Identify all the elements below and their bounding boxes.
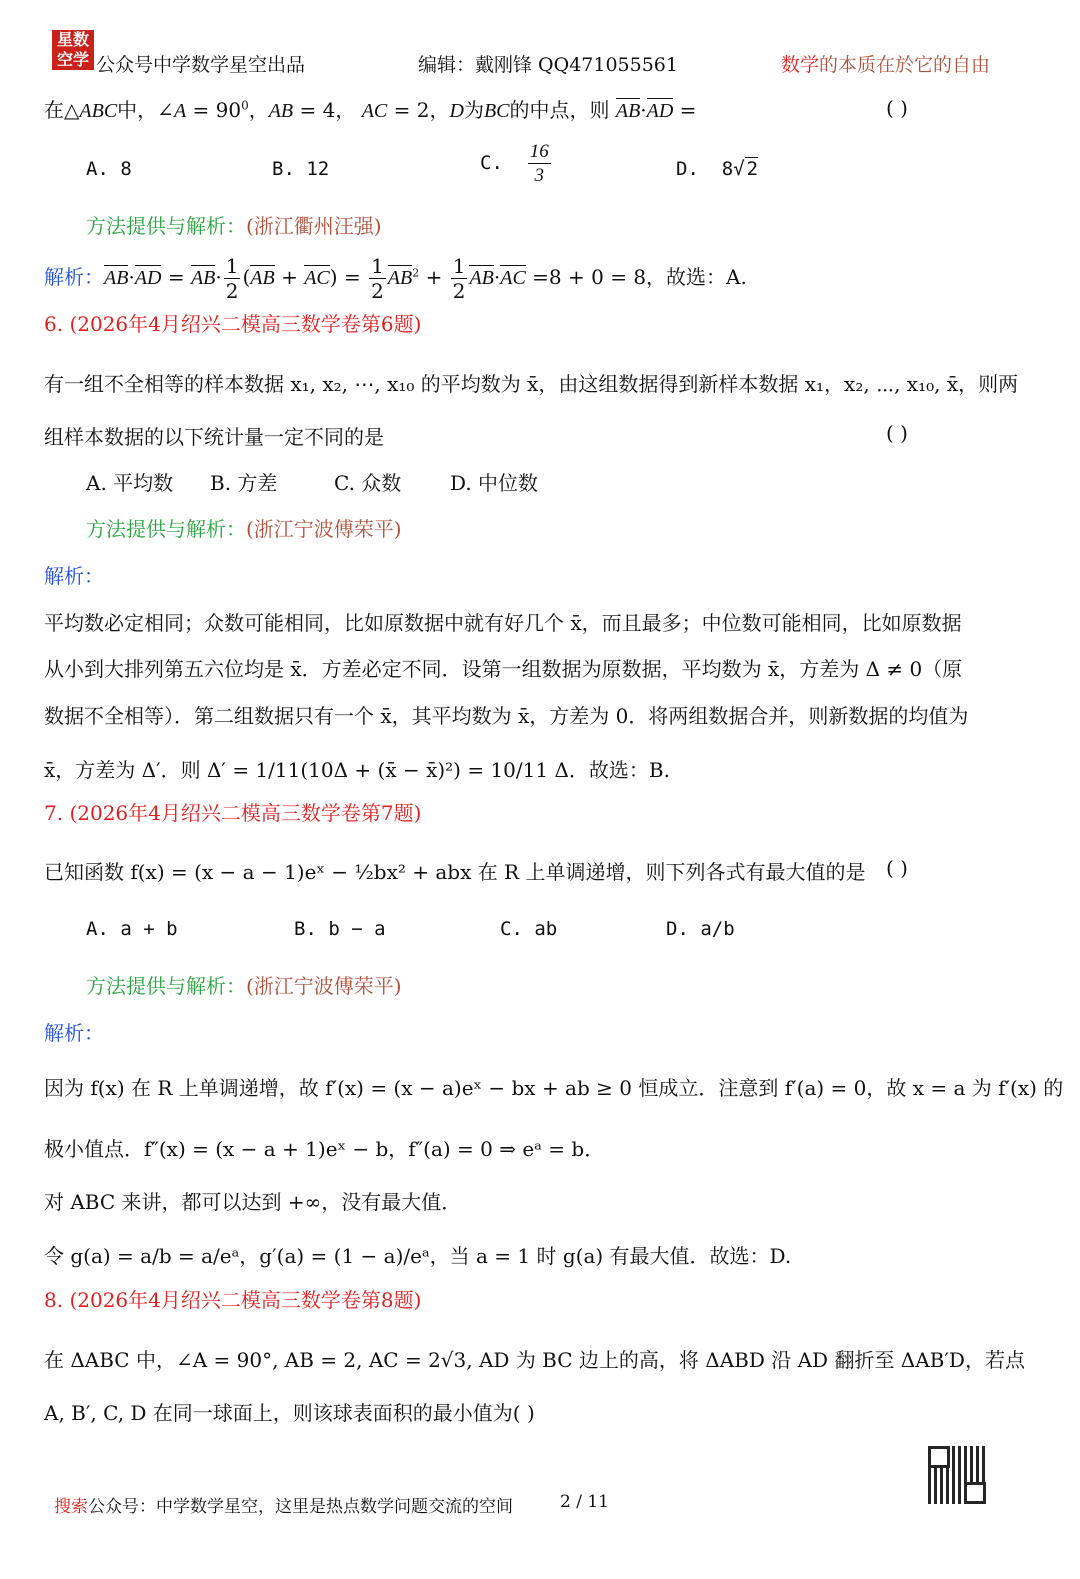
q5-method: 方法提供与解析：(浙江衢州汪强): [86, 214, 382, 238]
q7-option-c: C. ab: [500, 918, 558, 940]
q5-option-d: D. 8√ 2: [676, 158, 759, 180]
q6-option-c: C. 众数: [334, 471, 402, 495]
motto-rest: 的本质在於它的自由: [819, 54, 991, 76]
header-source: 公众号中学数学星空出品: [96, 54, 306, 76]
q6-analysis-label: 解析：: [44, 564, 104, 588]
q5-analysis: 解析：AB·AD = AB· $\frac{1}{2}$ (AB + AC) = $\frac{1}{2}$ $AB^2$ + $\frac{1}{2}$ AB·AC =8 + 0 = 8，故选：A.: [44, 254, 747, 303]
q7-title: 7. (2026年4月绍兴二模高三数学卷第7题): [44, 801, 422, 825]
q8-line1: 在 ΔABC 中，∠A = 90°, AB = 2, AC = 2√3, AD 为 BC 边上的高，将 ΔABD 沿 AD 翻折至 ΔAB′D，若点: [44, 1348, 1025, 1372]
q8-title: 8. (2026年4月绍兴二模高三数学卷第8题): [44, 1288, 422, 1312]
q5-option-b: B. 12: [272, 158, 330, 180]
q7-option-d: D. a/b: [666, 918, 735, 940]
motto-red: 数学: [781, 54, 820, 76]
header-motto: [781, 50, 990, 77]
q6-stem-line2: 组样本数据的以下统计量一定不同的是: [44, 425, 384, 449]
q8-line2: A, B′, C, D 在同一球面上，则该球表面积的最小值为( ): [44, 1401, 535, 1425]
q6-method: 方法提供与解析：(浙江宁波傅荣平): [86, 517, 402, 541]
q7-analysis-line4: 令 g(a) = a/b = a/eᵃ，g′(a) = (1 − a)/eᵃ，当 a = 1 时 g(a) 有最大值．故选：D.: [44, 1244, 792, 1268]
qr-code: [928, 1446, 986, 1504]
q6-analysis-line2: 从小到大排列第五六位均是 x̄．方差必定不同．设第一组数据为原数据，平均数为 x̄，方差为 Δ ≠ 0（原: [44, 657, 963, 681]
header-editor: 编辑：戴刚锋 QQ471055561: [418, 54, 678, 76]
q6-analysis-line1: 平均数必定相同；众数可能相同，比如原数据中就有好几个 x̄，而且最多；中位数可能相同，比如原数据: [44, 611, 962, 635]
q6-option-d: D. 中位数: [450, 471, 539, 495]
q6-analysis-line3: 数据不全相等）．第二组数据只有一个 x̄，其平均数为 x̄，方差为 0．将两组数据合并，则新数据的均值为: [44, 704, 969, 728]
q7-analysis-line2: 极小值点．f″(x) = (x − a + 1)eˣ − b，f″(a) = 0 ⇒ eᵃ = b．: [44, 1137, 605, 1161]
q6-analysis-line4: x̄，方差为 Δ′．则 Δ′ = 1/11(10Δ + (x̄ − x̄)²) = 10/11 Δ．故选：B.: [44, 758, 670, 782]
footer-text: 搜索公众号：中学数学星空，这里是热点数学问题交流的空间: [54, 1497, 513, 1517]
q6-stem-line1: 有一组不全相等的样本数据 x₁, x₂, ⋯, x₁₀ 的平均数为 x̄，由这组数据得到新样本数据 x₁，x₂, ⋯, x₁₀, x̄，则两: [44, 372, 1019, 396]
q7-option-b: B. b − a: [294, 918, 386, 940]
q5-stem: 在△ABC中，∠A = $90^0$，AB = 4， AC = 2，D为BC的中点，则 AB·AD =: [44, 98, 697, 122]
q5-option-c: C. $\frac{16}{3}$: [480, 141, 549, 186]
logo: 星数 空学: [52, 30, 94, 70]
q7-option-a: A. a + b: [86, 918, 178, 940]
footer-search: 搜索: [54, 1497, 88, 1517]
q7-paren: ( ): [886, 856, 908, 880]
q7-stem: 已知函数 f(x) = (x − a − 1)eˣ − ½bx² + abx 在 R 上单调递增，则下列各式有最大值的是: [44, 860, 866, 884]
q6-paren: ( ): [886, 421, 908, 445]
q7-method: 方法提供与解析：(浙江宁波傅荣平): [86, 974, 402, 998]
q5-option-a: A. 8: [86, 158, 132, 180]
q7-analysis-label: 解析：: [44, 1021, 104, 1045]
q6-title: 6. (2026年4月绍兴二模高三数学卷第6题): [44, 312, 422, 336]
q7-analysis-line1: 因为 f(x) 在 R 上单调递增，故 f′(x) = (x − a)eˣ − bx + ab ≥ 0 恒成立．注意到 f′(a) = 0，故 x = a 为 f′(x) 的: [44, 1076, 1064, 1100]
q7-analysis-line3: 对 ABC 来讲，都可以达到 +∞，没有最大值．: [44, 1190, 462, 1214]
q6-option-a: A. 平均数: [86, 471, 174, 495]
q6-option-b: B. 方差: [210, 471, 278, 495]
q5-paren: ( ): [886, 96, 908, 120]
footer-page-number: 2 / 11: [560, 1492, 609, 1512]
